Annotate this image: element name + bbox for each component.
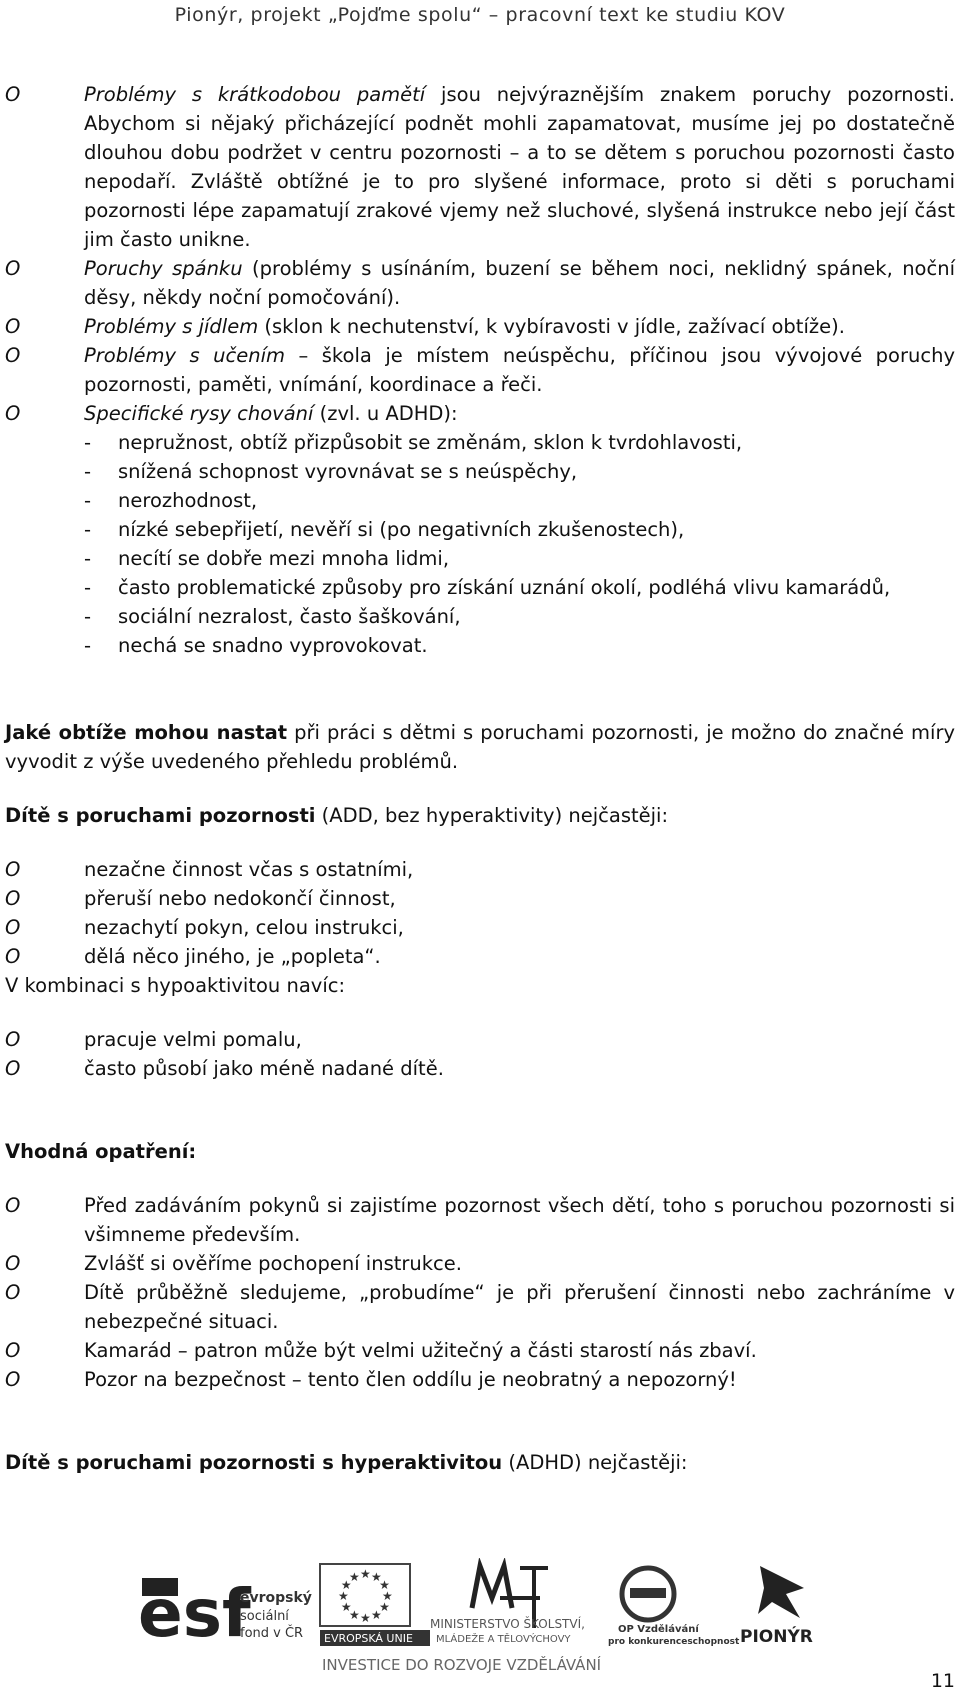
trait-item — [0, 457, 960, 486]
measure-item — [0, 1278, 960, 1336]
trait-text: nechá se snadno vyprovokovat. — [118, 634, 428, 657]
measure-item — [0, 1191, 960, 1249]
bullet-marker: O — [5, 344, 21, 367]
esf-line-3: fond v ČR — [240, 1626, 304, 1641]
bullet-marker: O — [5, 916, 21, 939]
add-item — [0, 913, 960, 942]
msmt-line-1: MINISTERSTVO ŠKOLSTVÍ, — [430, 1617, 585, 1631]
eu-star-icon: ★ — [382, 1589, 393, 1603]
eu-star-icon: ★ — [349, 1608, 360, 1623]
symptom-text: (problémy s usínáním, buzení se během noci, neklidný spánek, noční děsy, někdy noční pomočování). — [84, 257, 955, 309]
op-logo — [608, 1568, 740, 1647]
symptom-item — [0, 399, 960, 428]
page-number: 11 — [930, 1670, 955, 1692]
eu-star-icon: ★ — [360, 1611, 371, 1625]
trait-text: necítí se dobře mezi mnoha lidmi, — [118, 547, 450, 570]
measure-item-text: Před zadáváním pokynů si zajistíme pozornost všech dětí, toho s poruchou pozornosti si všimneme především. — [84, 1194, 955, 1246]
msmt-line-2: MLÁDEŽE A TĚLOVÝCHOVY — [436, 1634, 571, 1645]
combo-item-text: často působí jako méně nadané dítě. — [84, 1057, 444, 1080]
symptom-item — [0, 254, 960, 312]
dash-marker: - — [84, 518, 92, 541]
measure-item-text: Pozor na bezpečnost – tento člen oddílu je neobratný a nepozorný! — [84, 1368, 737, 1391]
trait-text: nepružnost, obtíž přizpůsobit se změnám, sklon k tvrdohlavosti, — [118, 431, 743, 454]
add-item — [0, 942, 960, 971]
symptom-item — [0, 80, 960, 254]
dash-marker: - — [84, 547, 92, 570]
add-item-text: nezačne činnost včas s ostatními, — [84, 858, 414, 881]
trait-item — [0, 486, 960, 515]
bullet-marker: O — [5, 1252, 21, 1275]
symptom-text: (sklon k nechutenství, k vybíravosti v jídle, zažívací obtíže). — [258, 315, 845, 338]
adhd-heading-rest: (ADHD) nejčastěji: — [502, 1451, 688, 1474]
adhd-heading — [0, 1448, 960, 1477]
trait-item — [0, 573, 960, 602]
symptom-term: Problémy s jídlem — [84, 315, 259, 338]
eu-stars — [338, 1567, 393, 1625]
bullet-marker: O — [5, 1281, 21, 1304]
measure-item-text: Kamarád – patron může být velmi užitečný a části starostí nás zbaví. — [84, 1339, 757, 1362]
symptom-text: – škola je místem neúspěchu, příčinou jsou vývojové poruchy pozornosti, paměti, vnímání, koordinace a řeči. — [84, 344, 955, 396]
symptom-item — [0, 341, 960, 399]
msmt-m-shape — [472, 1566, 512, 1608]
footer-logos — [0, 1558, 960, 1678]
esf-line-1: evropský — [240, 1590, 312, 1606]
behavior-trait-list — [0, 428, 960, 660]
bullet-marker: O — [5, 402, 21, 425]
add-item-text: nezachytí pokyn, celou instrukci, — [84, 916, 404, 939]
difficulties-bold: Jaké obtíže mohou nastat — [5, 721, 288, 744]
trait-text: často problematické způsoby pro získání uznání okolí, podléhá vlivu kamarádů, — [118, 576, 891, 599]
bullet-marker: O — [5, 257, 21, 280]
msmt-logo — [430, 1566, 585, 1645]
measures-list — [0, 1191, 960, 1394]
esf-mark: esf — [138, 1575, 251, 1652]
op-line-1: OP Vzdělávání — [618, 1624, 699, 1635]
trait-item — [0, 515, 960, 544]
symptom-item — [0, 312, 960, 341]
trait-item — [0, 544, 960, 573]
bullet-marker: O — [5, 945, 21, 968]
measure-item — [0, 1365, 960, 1394]
document-body — [0, 80, 960, 1477]
eu-label: EVROPSKÁ UNIE — [324, 1632, 413, 1645]
trait-text: sociální nezralost, často šaškování, — [118, 605, 461, 628]
bullet-marker: O — [5, 887, 21, 910]
add-heading — [0, 801, 960, 830]
measures-heading: Vhodná opatření: — [5, 1140, 197, 1163]
dash-marker: - — [84, 489, 92, 512]
combo-item-text: pracuje velmi pomalu, — [84, 1028, 302, 1051]
dash-marker: - — [84, 431, 92, 454]
trait-text: nerozhodnost, — [118, 489, 258, 512]
symptom-text: (zvl. u ADHD): — [313, 402, 458, 425]
add-item — [0, 855, 960, 884]
trait-item — [0, 631, 960, 660]
bullet-marker: O — [5, 858, 21, 881]
eu-star-icon: ★ — [340, 1578, 352, 1592]
add-list — [0, 855, 960, 971]
eu-star-icon: ★ — [379, 1600, 390, 1614]
measure-item — [0, 1336, 960, 1365]
adhd-heading-bold: Dítě s poruchami pozornosti s hyperaktivitou — [5, 1451, 503, 1474]
bullet-marker: O — [5, 1028, 21, 1051]
eu-star-icon: ★ — [371, 1569, 382, 1584]
symptom-term: Specifické rysy chování — [84, 402, 314, 425]
pionyr-emblem — [758, 1566, 804, 1618]
logo-tagline: INVESTICE DO ROZVOJE VZDĚLÁVÁNÍ — [322, 1656, 602, 1674]
dash-marker: - — [84, 605, 92, 628]
bullet-marker: O — [5, 315, 21, 338]
eu-star-icon: ★ — [340, 1600, 352, 1614]
trait-text: snížená schopnost vyrovnávat se s neúspěchy, — [118, 460, 578, 483]
add-item — [0, 884, 960, 913]
bullet-marker: O — [5, 1194, 21, 1217]
dash-marker: - — [84, 460, 92, 483]
eu-flag-logo — [320, 1564, 430, 1646]
bullet-marker: O — [5, 83, 21, 106]
trait-item — [0, 602, 960, 631]
add-heading-bold: Dítě s poruchami pozornosti — [5, 804, 316, 827]
eu-star-icon: ★ — [379, 1578, 390, 1592]
symptom-term: Poruchy spánku — [84, 257, 243, 280]
eu-star-icon: ★ — [349, 1569, 360, 1584]
trait-text: nízké sebepřijetí, nevěří si (po negativních zkušenostech), — [118, 518, 685, 541]
combo-list — [0, 1025, 960, 1083]
measure-item-text: Dítě průběžně sledujeme, „probudíme“ je při přerušení činnosti nebo zachráníme v nebezpečné situaci. — [84, 1281, 955, 1333]
difficulties-text: při práci s dětmi s poruchami pozornosti, je možno do značné míry vyvodit z výše uvedeného přehledu problémů. — [5, 721, 955, 773]
difficulties-paragraph — [0, 718, 960, 776]
page-header: Pionýr, projekt „Pojďme spolu“ – pracovní text ke studiu KOV — [174, 4, 786, 26]
pionyr-logo — [740, 1566, 813, 1647]
combo-item — [0, 1025, 960, 1054]
bullet-marker: O — [5, 1368, 21, 1391]
trait-item — [0, 428, 960, 457]
esf-line-2: sociální — [240, 1609, 289, 1624]
logo-strip — [0, 1558, 960, 1678]
bullet-marker: O — [5, 1339, 21, 1362]
op-line-2: pro konkurenceschopnost — [608, 1637, 740, 1647]
bullet-marker: O — [5, 1057, 21, 1080]
op-bar — [630, 1588, 666, 1598]
symptom-term: Problémy s učením — [84, 344, 286, 367]
add-heading-rest: (ADD, bez hyperaktivity) nejčastěji: — [315, 804, 669, 827]
symptom-term: Problémy s krátkodobou pamětí — [84, 83, 426, 106]
measure-item-text: Zvlášť si ověříme pochopení instrukce. — [84, 1252, 462, 1275]
eu-star-icon: ★ — [360, 1567, 371, 1581]
pionyr-label: PIONÝR — [740, 1627, 813, 1647]
symptom-text: jsou nejvýraznějším znakem poruchy pozornosti. Abychom si nějaký přicházející podnět mohli zapamatovat, musíme jej po dostatečně dlouhou dobu podržet v centru pozornosti – a to se dětem s poruchou pozornosti často nepodaří. Zvláště obtížné je to pro slyšené informace, proto si děti s poruchami pozornosti lépe zapamatují zrakové vjemy než sluchové, slyšená instrukce nebo její část jim často unikne. — [84, 83, 955, 251]
add-item-text: dělá něco jiného, je „popleta“. — [84, 945, 381, 968]
combo-item — [0, 1054, 960, 1083]
esf-logo — [138, 1575, 312, 1652]
measure-item — [0, 1249, 960, 1278]
dash-marker: - — [84, 576, 92, 599]
add-item-text: přeruší nebo nedokončí činnost, — [84, 887, 396, 910]
eu-star-icon: ★ — [371, 1608, 382, 1623]
dash-marker: - — [84, 634, 92, 657]
combo-heading: V kombinaci s hypoaktivitou navíc: — [5, 974, 346, 997]
symptom-list — [0, 80, 960, 428]
eu-star-icon: ★ — [338, 1589, 349, 1603]
